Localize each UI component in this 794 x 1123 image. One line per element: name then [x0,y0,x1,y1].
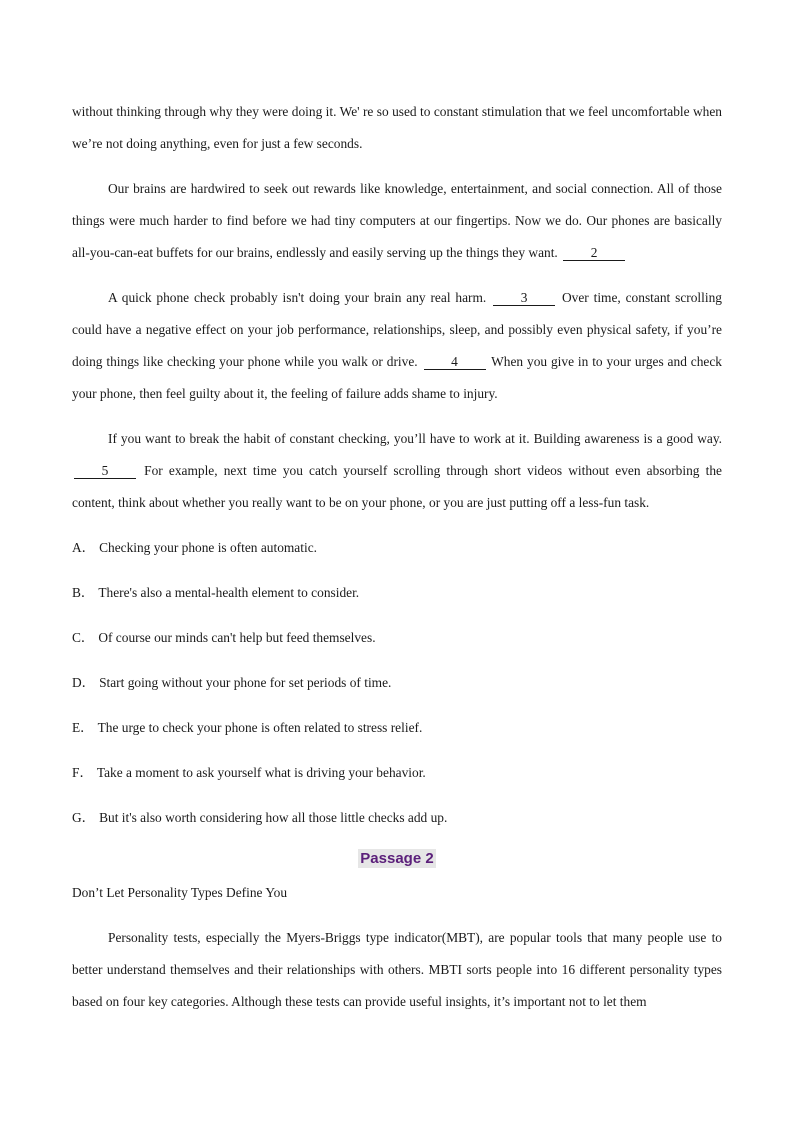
option-a-text: Checking your phone is often automatic. [99,540,317,555]
option-c-letter: C． [72,630,95,645]
option-a [72,532,722,564]
passage-2-heading [72,847,722,871]
option-d [72,667,722,699]
blank-3: 3 [493,291,555,306]
document-page [72,96,722,1031]
option-e-text: The urge to check your phone is often related to stress relief. [97,720,423,735]
option-c-text: Of course our minds can't help but feed themselves. [98,630,376,645]
passage-2-heading-text: Passage 2 [360,850,434,867]
option-f-letter: F． [72,765,93,780]
paragraph-4-text-end: For example, next time you catch yourself scrolling through short videos without even absorbing the content, think about whether you really want to be on your phone, or you are just putting off a less-fun task. [72,463,722,510]
passage-2-paragraph-1: Personality tests, especially the Myers-Briggs type indicator(MBT), are popular tools that many people use to better understand themselves and their relationships with others. MBTI sorts people into 16 different personality types based on four key categories. Although these tests can provide useful insights, it’s important not to let them [72,930,722,1009]
paragraph-3 [72,282,722,410]
option-g-text: But it's also worth considering how all those little checks add up. [99,810,448,825]
option-f-text: Take a moment to ask yourself what is driving your behavior. [96,765,426,780]
option-b-letter: B． [72,585,95,600]
paragraph-1: without thinking through why they were doing it. We' re so used to constant stimulation that we feel uncomfortable when we’re not doing anything, even for just a few seconds. [72,104,722,151]
option-e-letter: E． [72,720,94,735]
option-d-text: Start going without your phone for set periods of time. [99,675,392,690]
passage-2-title: Don’t Let Personality Types Define You [72,885,288,900]
paragraph-3-text-start: A quick phone check probably isn't doing your brain any real harm. [108,290,487,305]
option-c [72,622,722,654]
option-a-letter: A． [72,540,96,555]
option-b-text: There's also a mental-health element to consider. [98,585,360,600]
option-e [72,712,722,744]
paragraph-2 [72,173,722,269]
answer-options [72,532,722,834]
option-g-letter: G． [72,810,96,825]
blank-2: 2 [563,246,625,261]
option-f [72,757,722,789]
option-g [72,802,722,834]
option-b [72,577,722,609]
paragraph-3-text-middle: Over time, constant scrolling could have a negative effect on your job performance, relationships, sleep, and possibly even physical safety, if you’re doing things like checking your phone while you walk or drive. [72,290,722,369]
paragraph-2-text: Our brains are hardwired to seek out rewards like knowledge, entertainment, and social connection. All of those things were much harder to find before we had tiny computers at our fingertips. Now we do. Our phones are basically all-you-can-eat buffets for our brains, endlessly and easily serving up the things they want. [72,181,722,260]
option-d-letter: D． [72,675,96,690]
blank-5: 5 [74,464,136,479]
paragraph-4-text-start: If you want to break the habit of constant checking, you’ll have to work at it. Building awareness is a good way. [108,431,722,446]
blank-4: 4 [424,355,486,370]
paragraph-3-text-end: When you give in to your urges and check your phone, then feel guilty about it, the feeling of failure adds shame to injury. [72,354,722,401]
paragraph-4 [72,423,722,519]
